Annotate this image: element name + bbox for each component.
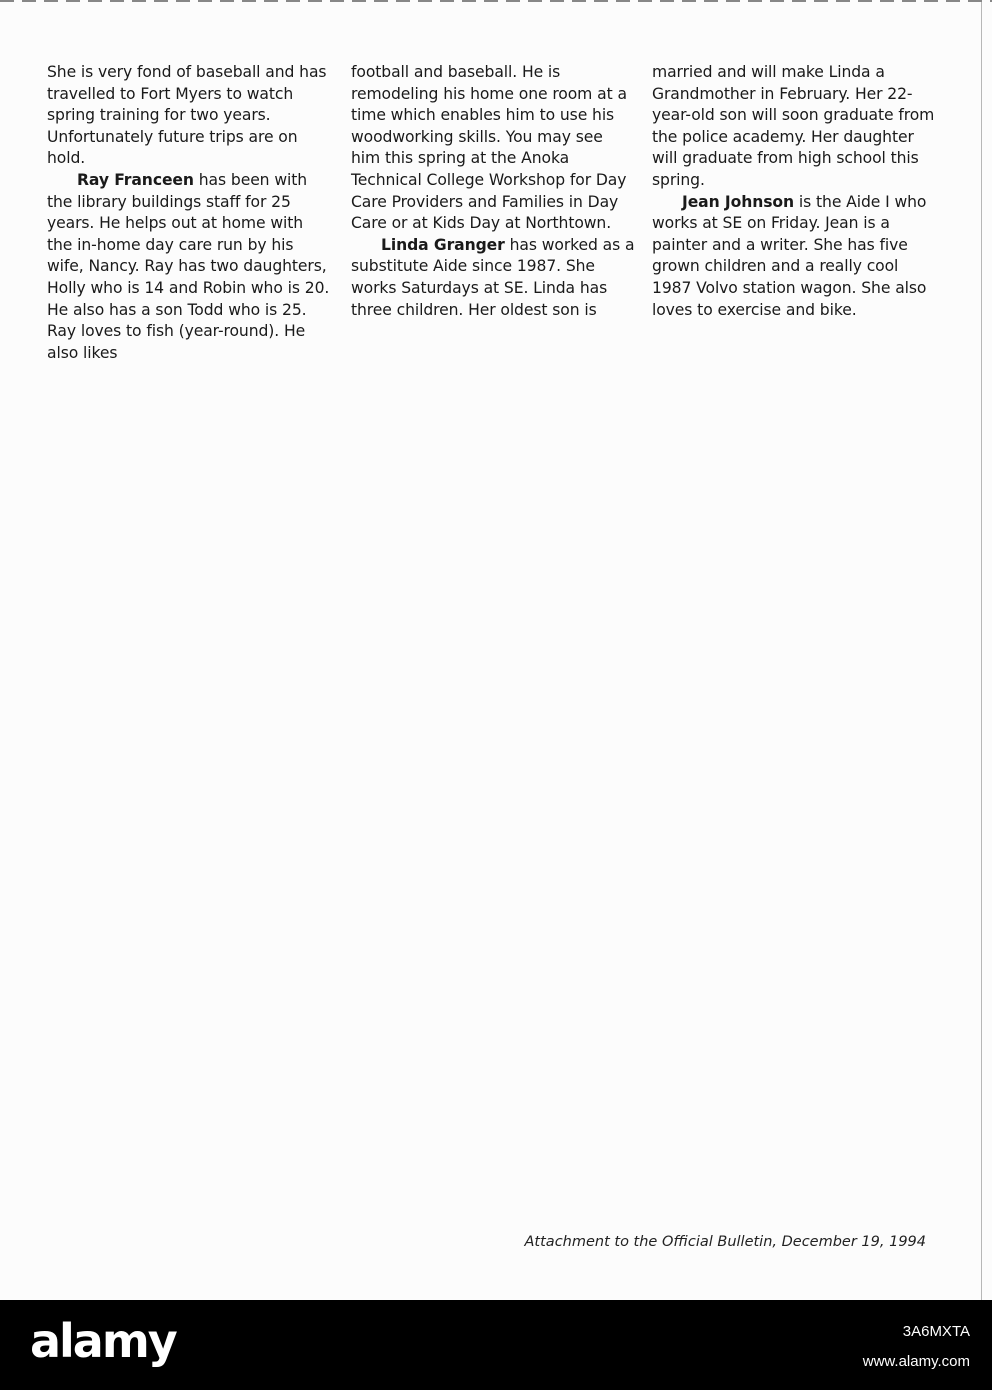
column-2-paragraph-2-text: has worked as a substitute Aide since 1987. She works Saturdays at SE. Linda has three children. Her oldest son is: [351, 235, 635, 319]
person-name-linda-granger: Linda Granger: [381, 235, 505, 254]
column-3-paragraph-2: [652, 192, 937, 322]
scan-edge-right: [981, 0, 982, 1300]
column-2-paragraph-1: football and baseball. He is remodeling his home one room at a time which enables him to use his woodworking skills. You may see him this spring at the Anoka Technical College Workshop for Day Care Providers and Families in Day Care or at Kids Day at Northtown.: [351, 63, 627, 233]
person-name-ray-franceen: Ray Franceen: [77, 170, 194, 189]
article-column-3: [652, 62, 937, 321]
footer-caption: Attachment to the Official Bulletin, December 19, 1994: [524, 1234, 926, 1250]
article-column-2: [351, 62, 636, 321]
column-3-paragraph-1: married and will make Linda a Grandmother in February. Her 22-year-old son will soon graduate from the police academy. Her daughter will graduate from high school this spring.: [652, 63, 935, 189]
column-2-paragraph-2: [351, 235, 636, 321]
alamy-logo: alamy: [30, 1314, 176, 1368]
column-1-paragraph-1: She is very fond of baseball and has travelled to Fort Myers to watch spring training for two years. Unfortunately future trips are on hold.: [47, 63, 327, 168]
stock-image-id: 3A6MXTA: [902, 1323, 970, 1340]
column-1-paragraph-2: [47, 170, 332, 364]
person-name-jean-johnson: Jean Johnson: [682, 192, 795, 211]
stock-url: www.alamy.com: [862, 1353, 970, 1370]
column-3-paragraph-2-text: is the Aide I who works at SE on Friday. Jean is a painter and a writer. She has five grown children and a really cool 1987 Volvo station wagon. She also loves to exercise and bike.: [652, 192, 927, 319]
article-column-1: [47, 62, 332, 364]
stock-watermark-bar: [0, 1300, 992, 1390]
column-1-paragraph-2-text: has been with the library buildings staff for 25 years. He helps out at home with the in-home day care run by his wife, Nancy. Ray has two daughters, Holly who is 14 and Robin who is 20. He also has a son Todd who is 25. Ray loves to fish (year-round). He also likes: [47, 170, 330, 362]
scan-edge-top: [0, 0, 992, 2]
